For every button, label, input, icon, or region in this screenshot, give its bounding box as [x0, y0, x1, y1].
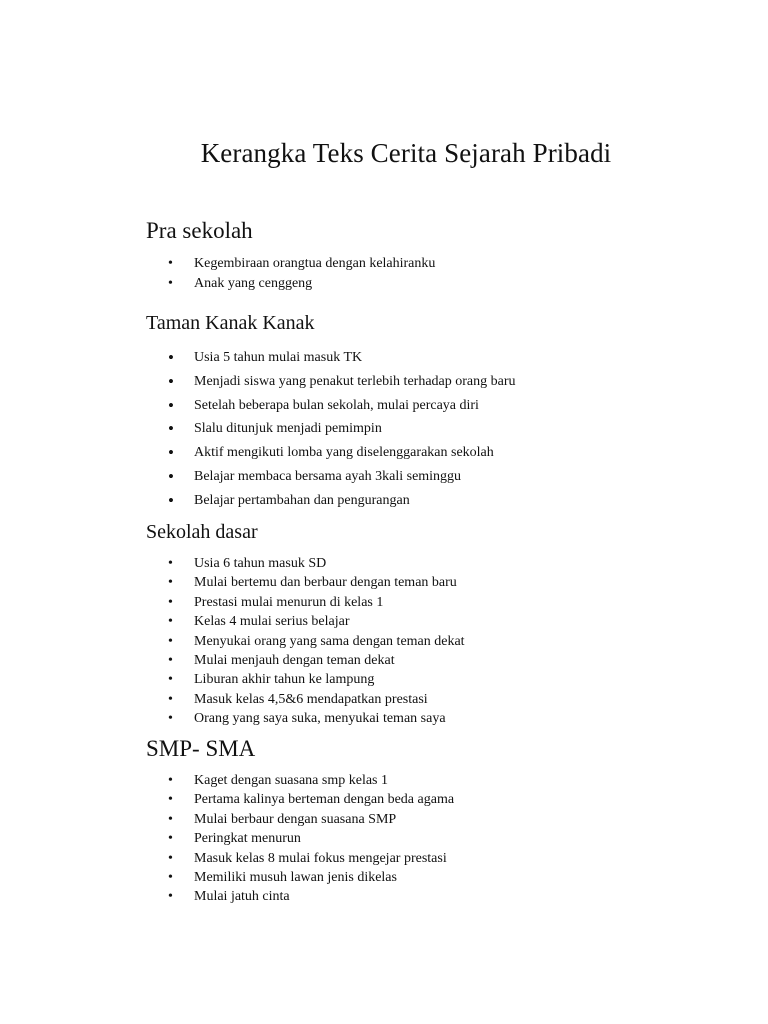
bullet-icon: • [168, 276, 173, 291]
list-item: • Menyukai orang yang sama dengan teman dekat [0, 632, 465, 651]
bullet-icon: • [168, 614, 173, 630]
bullet-icon: • [168, 594, 173, 610]
bullet-icon: • [168, 490, 174, 510]
bullet-icon: • [168, 575, 173, 591]
bullet-icon: • [168, 652, 173, 668]
list-item: • Mulai jatuh cinta [0, 887, 454, 906]
list-item: • Memiliki musuh lawan jenis dikelas [0, 868, 454, 887]
bullet-icon: • [168, 811, 173, 827]
bullet-icon: • [168, 466, 174, 486]
bullet-icon: • [168, 556, 173, 571]
list-item: • Belajar pertambahan dan pengurangan [0, 489, 516, 513]
bullet-icon: • [168, 691, 173, 707]
list-sekolah-dasar [0, 554, 465, 729]
bullet-icon: • [168, 371, 174, 391]
list-item: • Pertama kalinya berteman dengan beda agama [0, 790, 454, 809]
list-item: • Usia 5 tahun mulai masuk TK [0, 346, 516, 370]
list-item: • Belajar membaca bersama ayah 3kali seminggu [0, 465, 516, 489]
bullet-icon: • [168, 711, 173, 727]
list-item: • Mulai berbaur dengan suasana SMP [0, 810, 454, 829]
list-item: • Peringkat menurun [0, 829, 454, 848]
section-heading-taman-kanak-kanak: Taman Kanak Kanak [146, 312, 315, 334]
bullet-icon: • [168, 773, 173, 788]
section-heading-sekolah-dasar: Sekolah dasar [146, 521, 258, 543]
list-item: • Anak yang cenggeng [0, 274, 435, 294]
list-item: • Mulai bertemu dan berbaur dengan teman baru [0, 573, 465, 592]
list-item: • Kaget dengan suasana smp kelas 1 [0, 771, 454, 790]
list-taman-kanak-kanak [0, 346, 516, 513]
bullet-icon: • [168, 869, 173, 885]
list-item: • Setelah beberapa bulan sekolah, mulai percaya diri [0, 394, 516, 418]
list-item: • Prestasi mulai menurun di kelas 1 [0, 593, 465, 612]
bullet-icon: • [168, 348, 174, 367]
list-item: • Kelas 4 mulai serius belajar [0, 612, 465, 631]
bullet-icon: • [168, 256, 173, 271]
section-heading-pra-sekolah: Pra sekolah [146, 218, 253, 243]
list-item: • Liburan akhir tahun ke lampung [0, 670, 465, 689]
list-item: • Masuk kelas 8 mulai fokus mengejar prestasi [0, 849, 454, 868]
bullet-icon: • [168, 792, 173, 808]
document-title: Kerangka Teks Cerita Sejarah Pribadi [200, 138, 612, 168]
bullet-icon: • [168, 672, 173, 688]
bullet-icon: • [168, 633, 173, 649]
list-item: • Aktif mengikuti lomba yang diselenggarakan sekolah [0, 441, 516, 465]
list-pra-sekolah [0, 254, 435, 294]
list-item: • Menjadi siswa yang penakut terlebih terhadap orang baru [0, 370, 516, 394]
bullet-icon: • [168, 850, 173, 866]
bullet-icon: • [168, 395, 174, 415]
bullet-icon: • [168, 419, 174, 439]
list-smp-sma [0, 771, 454, 907]
list-item: • Mulai menjauh dengan teman dekat [0, 651, 465, 670]
bullet-icon: • [168, 443, 174, 463]
list-item: • Orang yang saya suka, menyukai teman saya [0, 709, 465, 728]
list-item: • Slalu ditunjuk menjadi pemimpin [0, 417, 516, 441]
list-item: • Masuk kelas 4,5&6 mendapatkan prestasi [0, 690, 465, 709]
list-item: • Usia 6 tahun masuk SD [0, 554, 465, 573]
bullet-icon: • [168, 889, 173, 905]
section-heading-smp-sma: SMP- SMA [146, 736, 256, 761]
bullet-icon: • [168, 831, 173, 847]
list-item: • Kegembiraan orangtua dengan kelahiranku [0, 254, 435, 274]
